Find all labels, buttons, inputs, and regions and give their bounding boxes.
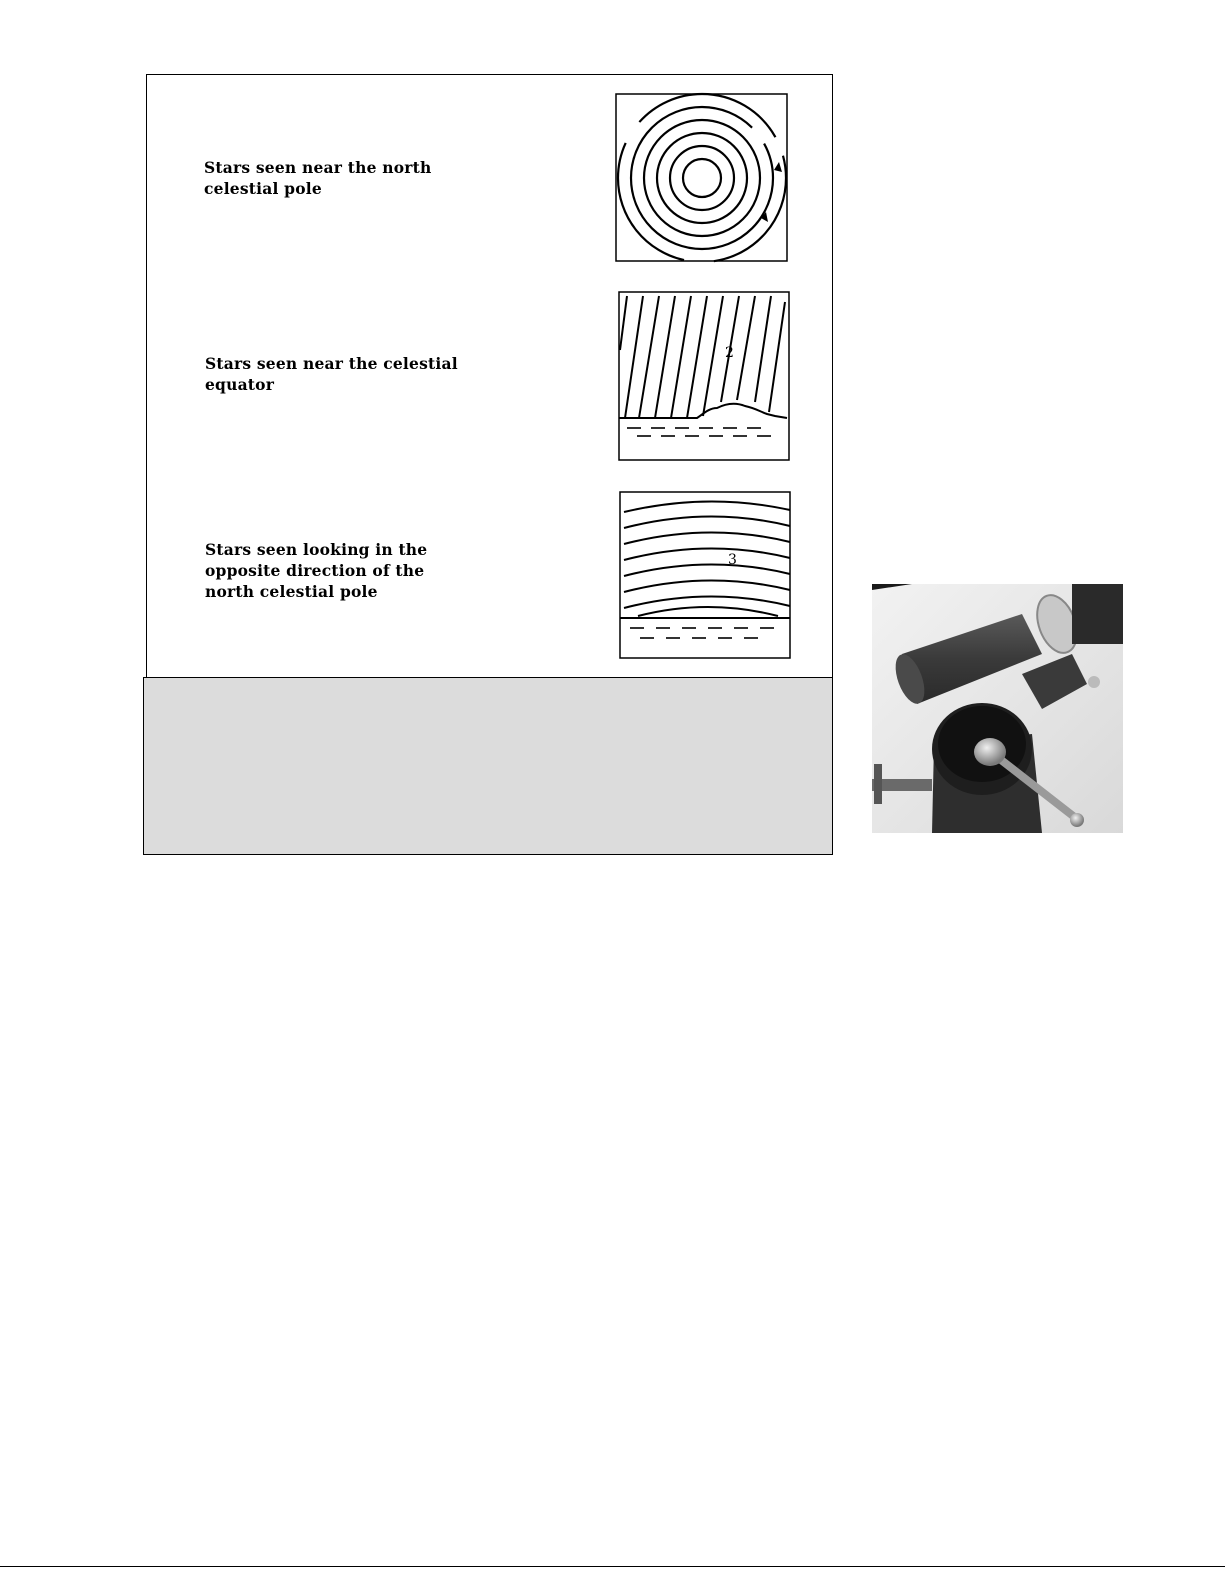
- panel-1-label: Stars seen near the north celestial pole: [204, 158, 432, 198]
- panel-3-label: Stars seen looking in the opposite direction of the north celestial pole: [205, 540, 428, 601]
- panel-2-label: Stars seen near the celestial equator: [205, 354, 458, 394]
- panel-3-number: 3: [728, 552, 737, 568]
- concentric-star-trails-diagram: [614, 92, 790, 264]
- diagonal-star-trails-diagram: [617, 290, 791, 462]
- panel-2-number: 2: [725, 345, 734, 361]
- telescope-equatorial-mount-photo: [872, 584, 1123, 833]
- page-bottom-rule: [0, 1566, 1225, 1567]
- caption-box: [143, 677, 833, 855]
- arched-star-trails-diagram: [618, 490, 792, 660]
